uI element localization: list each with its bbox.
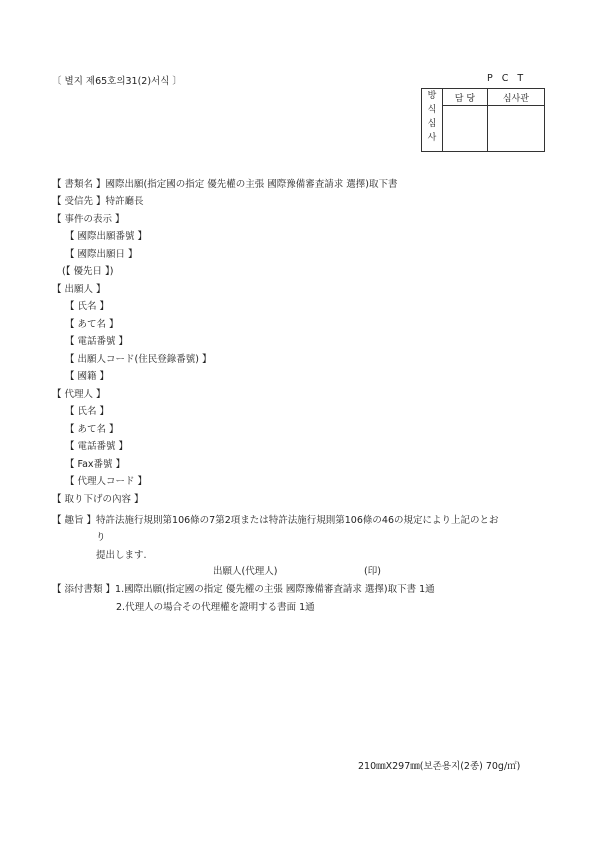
withdrawal-content-heading: 【 取り下げの內容 】 [52,494,144,505]
purpose-continuation: り [96,532,106,543]
applicant-heading: 【 出願人 】 [52,284,106,295]
approval-col-examiner: 심사관 [487,89,544,106]
seal-mark: (印) [364,566,381,577]
form-number: 〔 별지 제65호의31(2)서식 〕 [52,76,182,87]
case-display-heading: 【 事件の表示 】 [52,214,125,225]
purpose-line: 【 趣旨 】特許法施行規則第106條の7第2項または特許法施行規則第106條の46の規定により上記のとお [52,515,499,526]
nationality-field: 【 國籍 】 [65,371,110,382]
agent-address-field: 【 あて名 】 [65,424,119,435]
applicant-phone-field: 【 電話番號 】 [65,336,129,347]
attachments-line: 【 添付書類 】1.國際出願(指定國の指定 優先權の主張 國際豫備審査請求 選擇)取下書 1通 [52,584,435,595]
signature-label: 出願人(代理人) [213,566,278,577]
intl-app-date-field: 【 國際出願日 】 [65,249,138,260]
submission-line: 提出します. [96,550,147,561]
paper-spec: 210㎜X297㎜(보존용지(2종) 70g/㎡) [358,761,521,772]
applicant-code-field: 【 出願人コード(住民登錄番號) 】 [65,354,212,365]
recipient-line: 【 受信先 】特許廳長 [52,196,144,207]
approval-side-label: 방 식 심 사 [422,89,443,152]
pct-label: P C T [487,73,527,84]
agent-name-field: 【 氏名 】 [65,406,110,417]
approval-cell-staff [443,106,488,152]
approval-col-staff: 담 당 [443,89,488,106]
approval-box [421,88,545,152]
agent-heading: 【 代理人 】 [52,389,106,400]
applicant-name-field: 【 氏名 】 [65,301,110,312]
intl-app-number-field: 【 國際出願番號 】 [65,231,148,242]
approval-cell-examiner [487,106,544,152]
priority-date-field: (【 優先日 】) [62,266,114,277]
agent-code-field: 【 代理人コード 】 [65,476,148,487]
doc-title-line: 【 書類名 】國際出願(指定國の指定 優先權の主張 國際豫備審査請求 選擇)取下書 [52,179,398,190]
attachments-line-2: 2.代理人の場合その代理權を證明する書面 1通 [116,602,315,613]
applicant-address-field: 【 あて名 】 [65,319,119,330]
agent-phone-field: 【 電話番號 】 [65,441,129,452]
agent-fax-field: 【 Fax番號 】 [65,459,126,470]
